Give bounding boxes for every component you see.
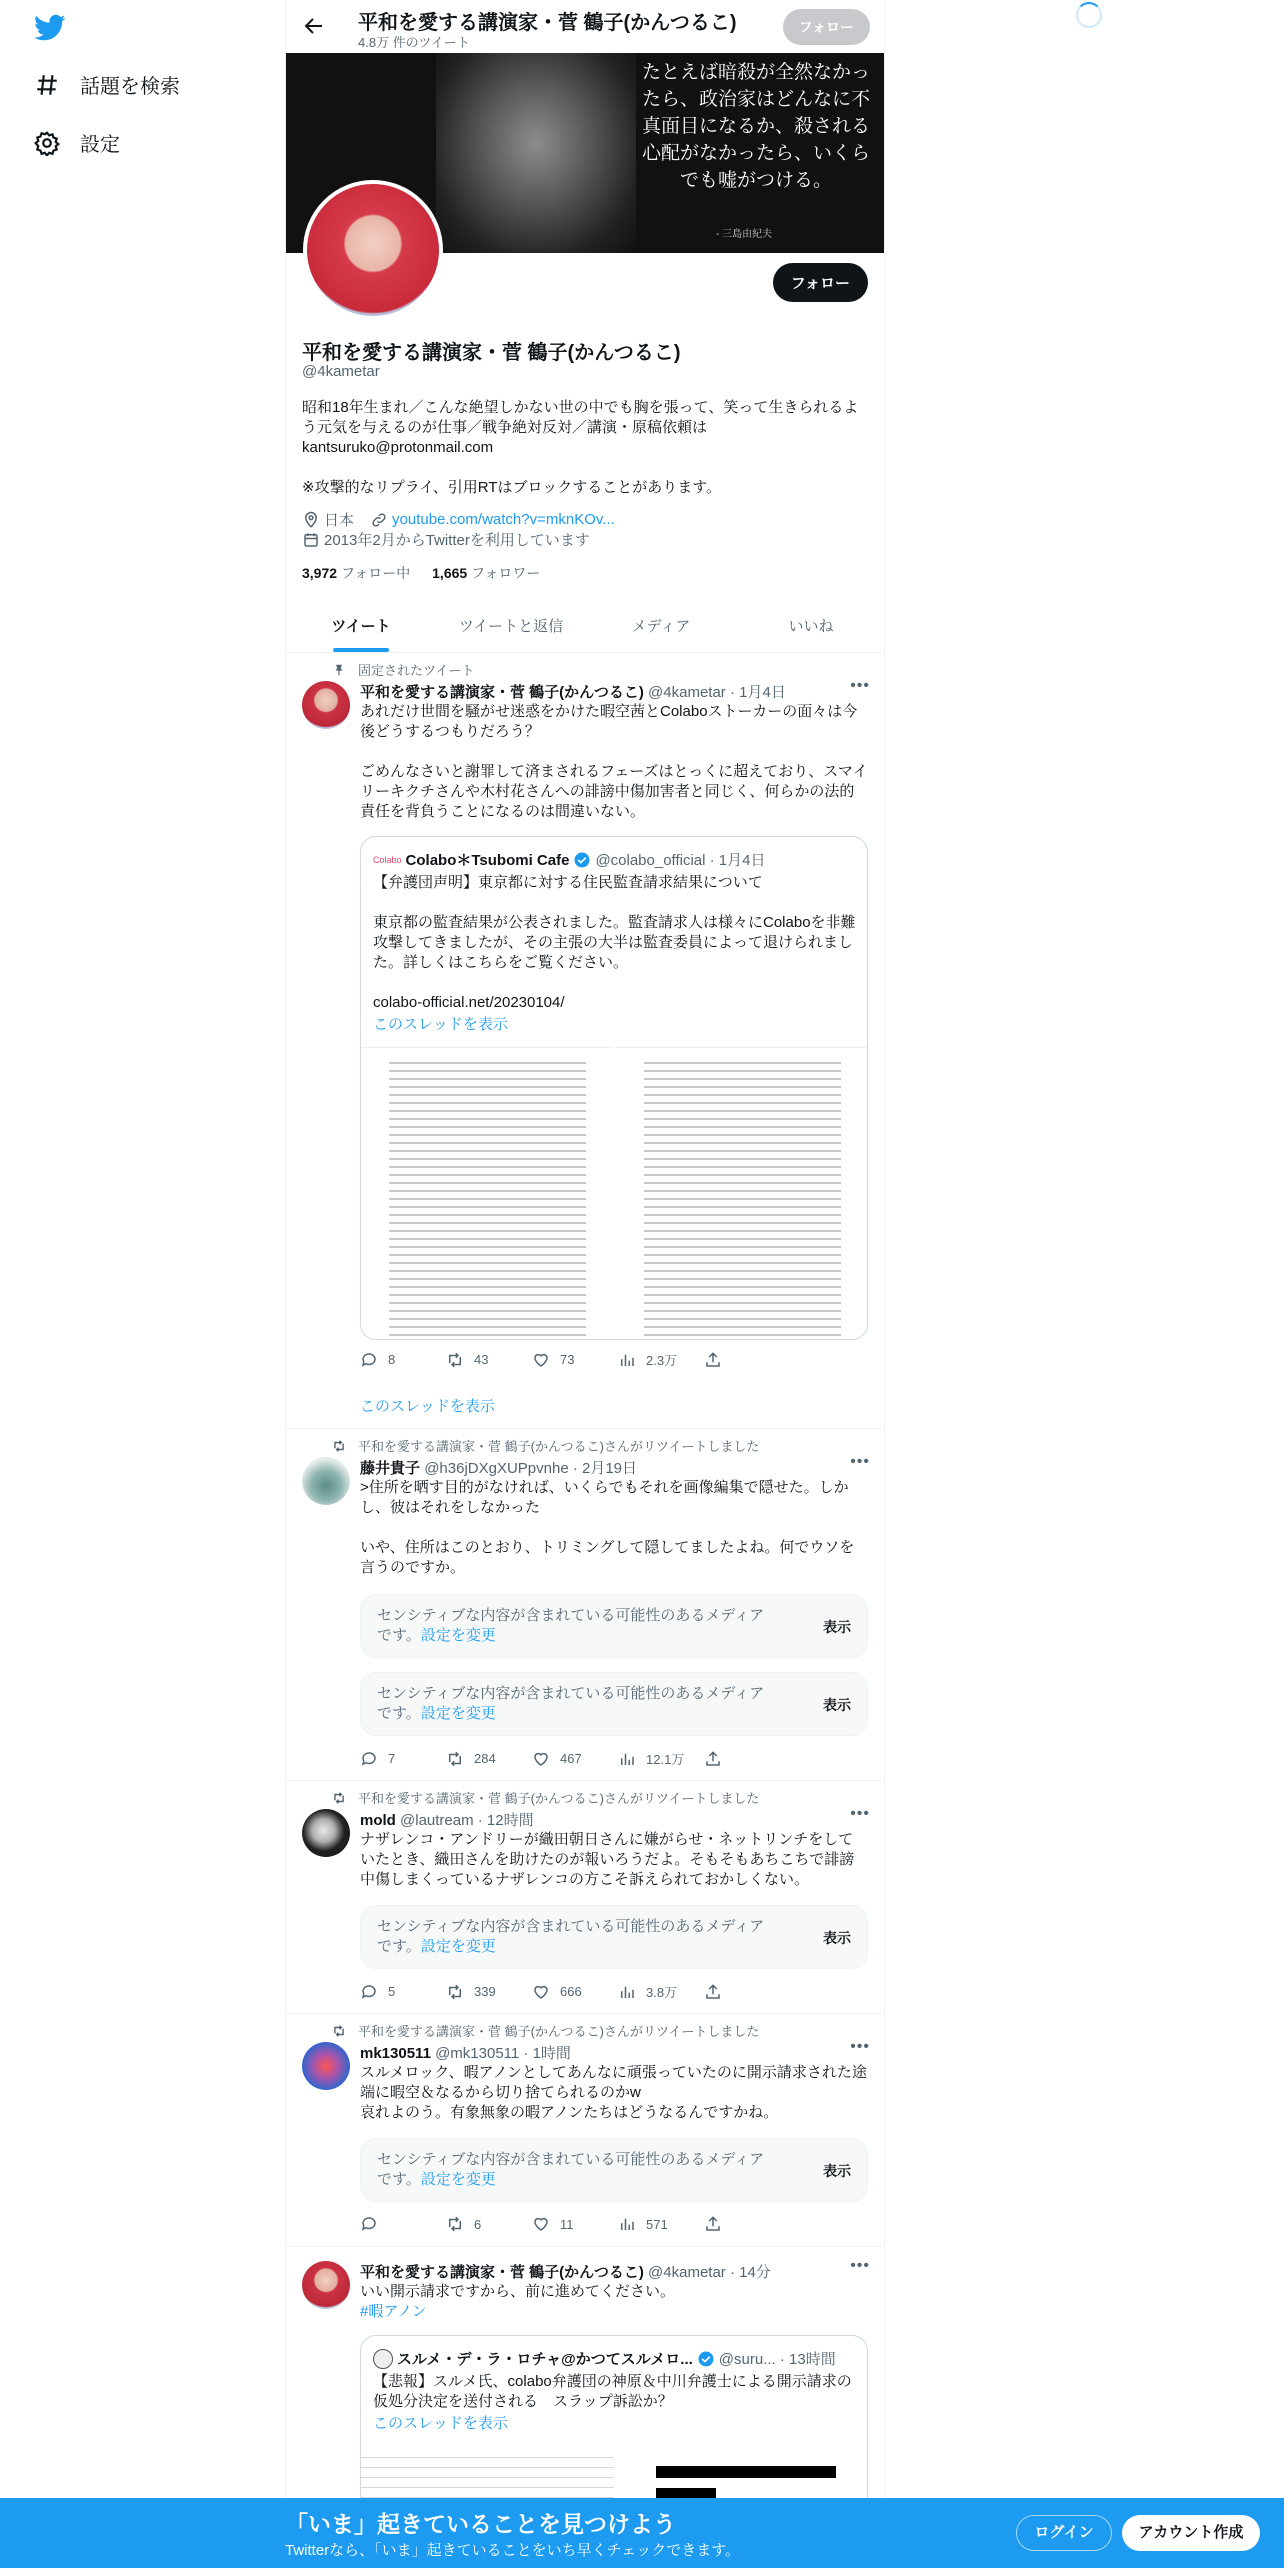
document-image: [361, 2448, 614, 2498]
quoted-avatar: [373, 2349, 393, 2369]
loading-spinner-icon: [1076, 2, 1102, 28]
tweet-meta: @lautream · 12時間: [400, 1812, 534, 1829]
tab-tweets-and-replies[interactable]: ツイートと返信: [458, 618, 564, 635]
quoted-tweet[interactable]: [360, 836, 868, 1340]
views-button[interactable]: 2.3万: [618, 1350, 704, 1369]
heart-icon: [532, 2215, 550, 2233]
avatar[interactable]: [302, 1809, 350, 1857]
share-button[interactable]: [704, 2215, 790, 2233]
quoted-media[interactable]: [361, 2448, 868, 2498]
colabo-logo-icon: Colabo: [373, 854, 402, 865]
signup-banner-subtitle: Twitterなら、「いま」起きていることをいち早くチェックできます。: [285, 2542, 741, 2559]
banner-photo: [436, 53, 636, 253]
change-settings-link[interactable]: 設定を変更: [420, 1938, 496, 1955]
tweet-text: ナザレンコ・アンドリーが織田朝日さんに嫌がらせ・ネットリンチをしていたとき、織田さんを助けたのが報いろうだよ。そもそもあちこちで誹謗中傷しまくっているナザレンコの方こそ訴えられておかしくない。: [360, 1831, 855, 1888]
sidebar-item-label: 話題を検索: [80, 76, 180, 98]
retweet-button[interactable]: 43: [446, 1350, 532, 1369]
retweeted-label: 平和を愛する講演家・菅 鶴子(かんつるこ)さんがリツイートしました: [332, 2021, 759, 2040]
more-options-icon[interactable]: •••: [850, 2257, 870, 2274]
reply-icon: [360, 1351, 378, 1369]
tweet-item[interactable]: [286, 1429, 885, 1781]
more-options-icon[interactable]: •••: [850, 2038, 870, 2055]
share-icon: [704, 1351, 722, 1369]
pinned-label: 固定されたツイート: [332, 660, 474, 679]
tweet-actions: [360, 1350, 790, 1369]
heart-icon: [532, 1983, 550, 2001]
retweet-icon: [446, 2215, 464, 2233]
profile-tabs: [286, 600, 885, 653]
profile-meta-row: [302, 509, 615, 530]
reply-button[interactable]: 7: [360, 1749, 446, 1768]
more-options-icon[interactable]: •••: [850, 1805, 870, 1822]
pin-icon: [332, 663, 346, 677]
views-button[interactable]: 571: [618, 2215, 704, 2233]
share-button[interactable]: [704, 1350, 790, 1369]
tweet-author-name[interactable]: mk130511: [360, 2045, 431, 2062]
verified-badge-icon: [573, 851, 591, 869]
retweeted-label: 平和を愛する講演家・菅 鶴子(かんつるこ)さんがリツイートしました: [332, 1788, 759, 1807]
profile-joined-row: [302, 529, 590, 550]
sidebar-item-explore[interactable]: [34, 70, 180, 99]
tweet-actions: [360, 1982, 790, 2001]
quoted-meta: @colabo_official · 1月4日: [595, 852, 766, 869]
document-image: [361, 1047, 614, 1340]
tweet-text: あれだけ世間を騒がせ迷惑をかけた暇空茜とColaboストーカーの面々は今後どうするつもりだろう？ ごめんなさいと謝罪して済まされるフェーズはとっくに超えており、スマイリーキクチさんや木村花さんへの誹謗中傷加害者と同じく、何らかの法的責任を背負うことになるのは間違いない。: [360, 703, 868, 820]
show-thread-link[interactable]: このスレッドを表示: [360, 1398, 495, 1415]
tweet-header: [360, 1809, 534, 1830]
profile-column: [285, 0, 885, 2498]
signup-button[interactable]: アカウント作成: [1122, 2515, 1260, 2551]
avatar[interactable]: [302, 681, 350, 729]
reply-icon: [360, 2215, 378, 2233]
tab-tweets[interactable]: ツイート: [286, 600, 436, 652]
sidebar: [0, 0, 285, 2568]
sidebar-item-label: 設定: [80, 134, 120, 156]
quoted-text: 【悲報】スルメ氏、colabo弁護団の神原＆中川弁護士による開示請求の仮処分決定を送付される スラップ訴訟か？: [373, 2373, 852, 2410]
tweet-author-name[interactable]: 平和を愛する講演家・菅 鶴子(かんつるこ): [360, 2264, 644, 2281]
avatar[interactable]: [302, 2261, 350, 2309]
share-icon: [704, 1983, 722, 2001]
views-button[interactable]: 12.1万: [618, 1749, 704, 1768]
heart-icon: [532, 1750, 550, 1768]
tweet-text: スルメロック、暇アノンとしてあんなに頑張っていたのに開示請求された途端に暇空＆なるから切り捨てられるのかw 哀れよのう。有象無象の暇アノンたちはどうなるんですかね。: [360, 2064, 867, 2121]
change-settings-link[interactable]: 設定を変更: [420, 1627, 496, 1644]
reply-button[interactable]: [360, 2215, 446, 2233]
header-follow-button[interactable]: フォロー: [783, 9, 870, 45]
tweet-item[interactable]: [286, 2247, 885, 2498]
sensitive-media-warning: センシティブな内容が含まれている可能性のあるメディアです。設定を変更 表示: [360, 2138, 868, 2202]
more-options-icon[interactable]: •••: [850, 1453, 870, 1470]
location-pin-icon: [302, 511, 320, 529]
tweet-meta: @mk130511 · 1時間: [435, 2045, 571, 2062]
tweet-author-name[interactable]: 平和を愛する講演家・菅 鶴子(かんつるこ): [360, 684, 644, 701]
banner-quote-author: - 三島由紀夫: [716, 229, 773, 240]
profile-joined: 2013年2月からTwitterを利用しています: [324, 532, 590, 549]
retweet-icon: [446, 1750, 464, 1768]
quoted-text: 【弁護団声明】東京都に対する住民監査請求結果について 東京都の監査結果が公表されました。監査請求人は様々にColaboを非難攻撃してきましたが、その主張の大半は監査委員によって退けられました。詳しくはこちらをご覧ください。 colabo-official.net/20230104/: [373, 874, 856, 1011]
hashtag-link[interactable]: #暇アノン: [360, 2303, 427, 2320]
signup-banner: [0, 2498, 1284, 2568]
more-options-icon[interactable]: •••: [850, 677, 870, 694]
show-media-button[interactable]: 表示: [823, 1619, 851, 1635]
retweeted-label: 平和を愛する講演家・菅 鶴子(かんつるこ)さんがリツイートしました: [332, 1436, 759, 1455]
reply-icon: [360, 1983, 378, 2001]
quoted-show-thread[interactable]: このスレッドを表示: [373, 1016, 508, 1033]
quoted-tweet[interactable]: [360, 2335, 868, 2498]
tweet-meta: @h36jDXgXUPpvnhe · 2月19日: [424, 1460, 638, 1477]
twitter-logo-icon[interactable]: [34, 14, 66, 42]
login-button[interactable]: ログイン: [1016, 2515, 1112, 2551]
retweet-icon: [332, 1439, 346, 1453]
retweet-icon: [332, 1791, 346, 1805]
follow-button[interactable]: フォロー: [773, 263, 868, 302]
document-image: [616, 1047, 868, 1340]
tweet-header: [360, 1457, 637, 1478]
following-link[interactable]: 3,972 フォロー中: [302, 565, 411, 581]
reply-button[interactable]: 8: [360, 1350, 446, 1369]
tweet-header: [360, 2261, 771, 2282]
retweet-icon: [446, 1983, 464, 2001]
retweet-button[interactable]: 6: [446, 2215, 532, 2233]
sensitive-media-warning: センシティブな内容が含まれている可能性のあるメディアです。設定を変更 表示: [360, 1905, 868, 1969]
calendar-icon: [302, 531, 320, 549]
views-chart-icon: [618, 1351, 636, 1369]
change-settings-link[interactable]: 設定を変更: [420, 1705, 496, 1722]
profile-name: 平和を愛する講演家・菅 鶴子(かんつるこ): [302, 342, 681, 364]
sidebar-item-settings[interactable]: [34, 128, 120, 157]
avatar[interactable]: [302, 1457, 350, 1505]
show-media-button[interactable]: 表示: [823, 2163, 851, 2179]
tweet-item[interactable]: [286, 2014, 885, 2247]
signup-banner-title: 「いま」起きていることを見つけよう: [285, 2511, 676, 2537]
change-settings-link[interactable]: 設定を変更: [420, 2171, 496, 2188]
profile-location: 日本: [324, 512, 355, 529]
followers-link[interactable]: 1,665 フォロワー: [432, 565, 541, 581]
tab-media[interactable]: メディア: [631, 618, 691, 635]
tab-likes[interactable]: いいね: [788, 618, 834, 635]
share-button[interactable]: [704, 1749, 790, 1768]
quoted-media[interactable]: [361, 1047, 868, 1340]
tweet-meta: @4kametar · 1月4日: [648, 684, 786, 701]
tweet-item[interactable]: [286, 653, 885, 1429]
tweet-item[interactable]: [286, 1781, 885, 2014]
heart-icon: [532, 1351, 550, 1369]
header-tweet-count: 4.8万 件のツイート: [358, 35, 470, 50]
profile-bio: 昭和18年生まれ／こんな絶望しかない世の中でも胸を張って、笑って生きられるよう元気を与えるのが仕事／戦争絶対反対／講演・原稿依頼は kantsuruko@protonmail.com ※攻撃的なリプライ、引用RTはブロックすることがあります。: [302, 399, 859, 496]
gear-icon: [34, 130, 60, 156]
views-chart-icon: [618, 1750, 636, 1768]
quoted-tweet-header: [373, 2348, 836, 2369]
tweet-actions: [360, 1749, 790, 1768]
retweet-button[interactable]: 284: [446, 1749, 532, 1768]
tweet-meta: @4kametar · 14分: [648, 2264, 771, 2281]
retweet-button[interactable]: 339: [446, 1982, 532, 2001]
redacted-document-image: [616, 2448, 868, 2498]
header-name: 平和を愛する講演家・菅 鶴子(かんつるこ): [358, 12, 737, 34]
quoted-tweet-header: [373, 849, 765, 870]
tweet-author-name[interactable]: mold: [360, 1812, 396, 1829]
reply-button[interactable]: 5: [360, 1982, 446, 2001]
hashtag-icon: [34, 72, 60, 98]
profile-avatar[interactable]: [303, 180, 443, 320]
tweet-header: [360, 2042, 571, 2063]
quoted-meta: @suru... · 13時間: [718, 2351, 836, 2368]
views-button[interactable]: 3.8万: [618, 1982, 704, 2001]
follow-stats: [302, 563, 540, 583]
profile-url[interactable]: youtube.com/watch?v=mknKOv...: [392, 511, 615, 528]
tweet-actions: [360, 2215, 790, 2233]
tweet-author-name[interactable]: 藤井貴子: [360, 1460, 421, 1477]
back-arrow-icon[interactable]: [302, 14, 326, 38]
share-icon: [704, 1750, 722, 1768]
quoted-author-name: Colabo＊Tsubomi Cafe: [405, 852, 570, 869]
like-button[interactable]: 666: [532, 1982, 618, 2001]
verified-badge-icon: [697, 2350, 715, 2368]
profile-header-bar: [286, 0, 885, 53]
sensitive-media-warning: センシティブな内容が含まれている可能性のあるメディアです。設定を変更 表示: [360, 1672, 868, 1736]
show-media-button[interactable]: 表示: [823, 1697, 851, 1713]
banner-quote: たとえば暗殺が全然なかったら、政治家はどんなに不真面目になるか、殺される心配がなかったら、いくらでも嘘がつける。: [641, 61, 870, 191]
avatar[interactable]: [302, 2042, 350, 2090]
tweet-header: [360, 681, 786, 702]
like-button[interactable]: 11: [532, 2215, 618, 2233]
reply-icon: [360, 1750, 378, 1768]
retweet-icon: [332, 2024, 346, 2038]
link-icon: [370, 511, 388, 529]
share-button[interactable]: [704, 1982, 790, 2001]
show-media-button[interactable]: 表示: [823, 1930, 851, 1946]
quoted-author-name: スルメ・デ・ラ・ロチャ@かつてスルメロ...: [397, 2351, 693, 2368]
share-icon: [704, 2215, 722, 2233]
views-chart-icon: [618, 2215, 636, 2233]
retweet-icon: [446, 1351, 464, 1369]
views-chart-icon: [618, 1983, 636, 2001]
like-button[interactable]: 467: [532, 1749, 618, 1768]
quoted-show-thread[interactable]: このスレッドを表示: [373, 2415, 508, 2432]
sensitive-media-warning: センシティブな内容が含まれている可能性のあるメディアです。設定を変更 表示: [360, 1594, 868, 1658]
tweet-text: >住所を晒す目的がなければ、いくらでもそれを画像編集で隠せた。しかし、彼はそれをしなかった いや、住所はこのとおり、トリミングして隠してましたよね。何でウソを言うのですか。: [360, 1479, 855, 1576]
tweet-text: いい開示請求ですから、前に進めてください。: [360, 2283, 676, 2300]
profile-handle: @4kametar: [302, 363, 380, 380]
like-button[interactable]: 73: [532, 1350, 618, 1369]
